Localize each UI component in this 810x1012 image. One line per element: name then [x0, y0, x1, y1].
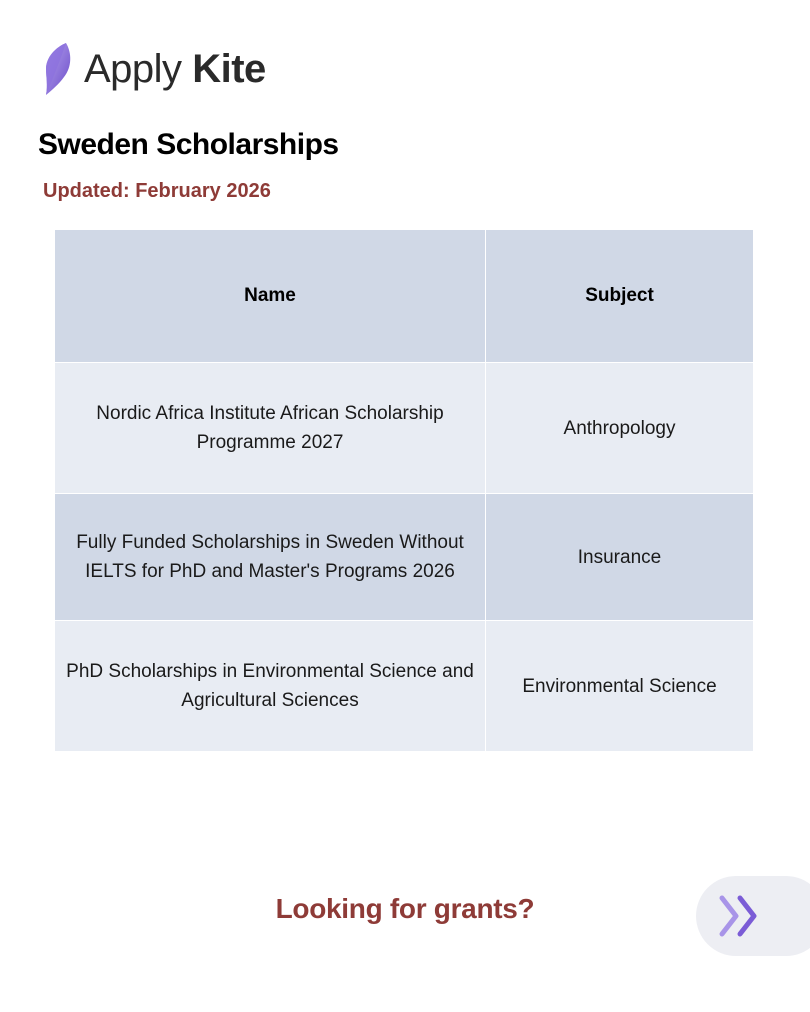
- scholarship-name-cell: Fully Funded Scholarships in Sweden Without IELTS for PhD and Master's Programs 2026: [55, 494, 486, 621]
- looking-for-grants-text: Looking for grants?: [275, 893, 535, 924]
- page-title: Sweden Scholarships: [38, 128, 339, 161]
- brand-name-light: Apply: [84, 47, 182, 91]
- brand-name-bold: Kite: [192, 47, 266, 91]
- subject-cell: Insurance: [486, 494, 754, 621]
- scholarship-name-cell: PhD Scholarships in Environmental Science and Agricultural Sciences: [55, 621, 486, 752]
- table-row: [55, 621, 754, 752]
- subject-cell: Anthropology: [486, 363, 754, 494]
- kite-icon: [42, 41, 76, 97]
- table-row: [55, 494, 754, 621]
- brand-name: [84, 49, 266, 89]
- brand-logo: [42, 40, 266, 98]
- table-row: [55, 363, 754, 494]
- column-header-subject: Subject: [486, 230, 754, 363]
- table-header-row: [55, 230, 754, 363]
- column-header-name: Name: [55, 230, 486, 363]
- scholarship-name-cell: Nordic Africa Institute African Scholarship Programme 2027: [55, 363, 486, 494]
- subject-cell: Environmental Science: [486, 621, 754, 752]
- double-chevron-right-icon: [716, 892, 764, 940]
- scholarship-table: [54, 229, 753, 752]
- updated-date: Updated: February 2026: [43, 180, 271, 202]
- next-button[interactable]: [696, 876, 810, 956]
